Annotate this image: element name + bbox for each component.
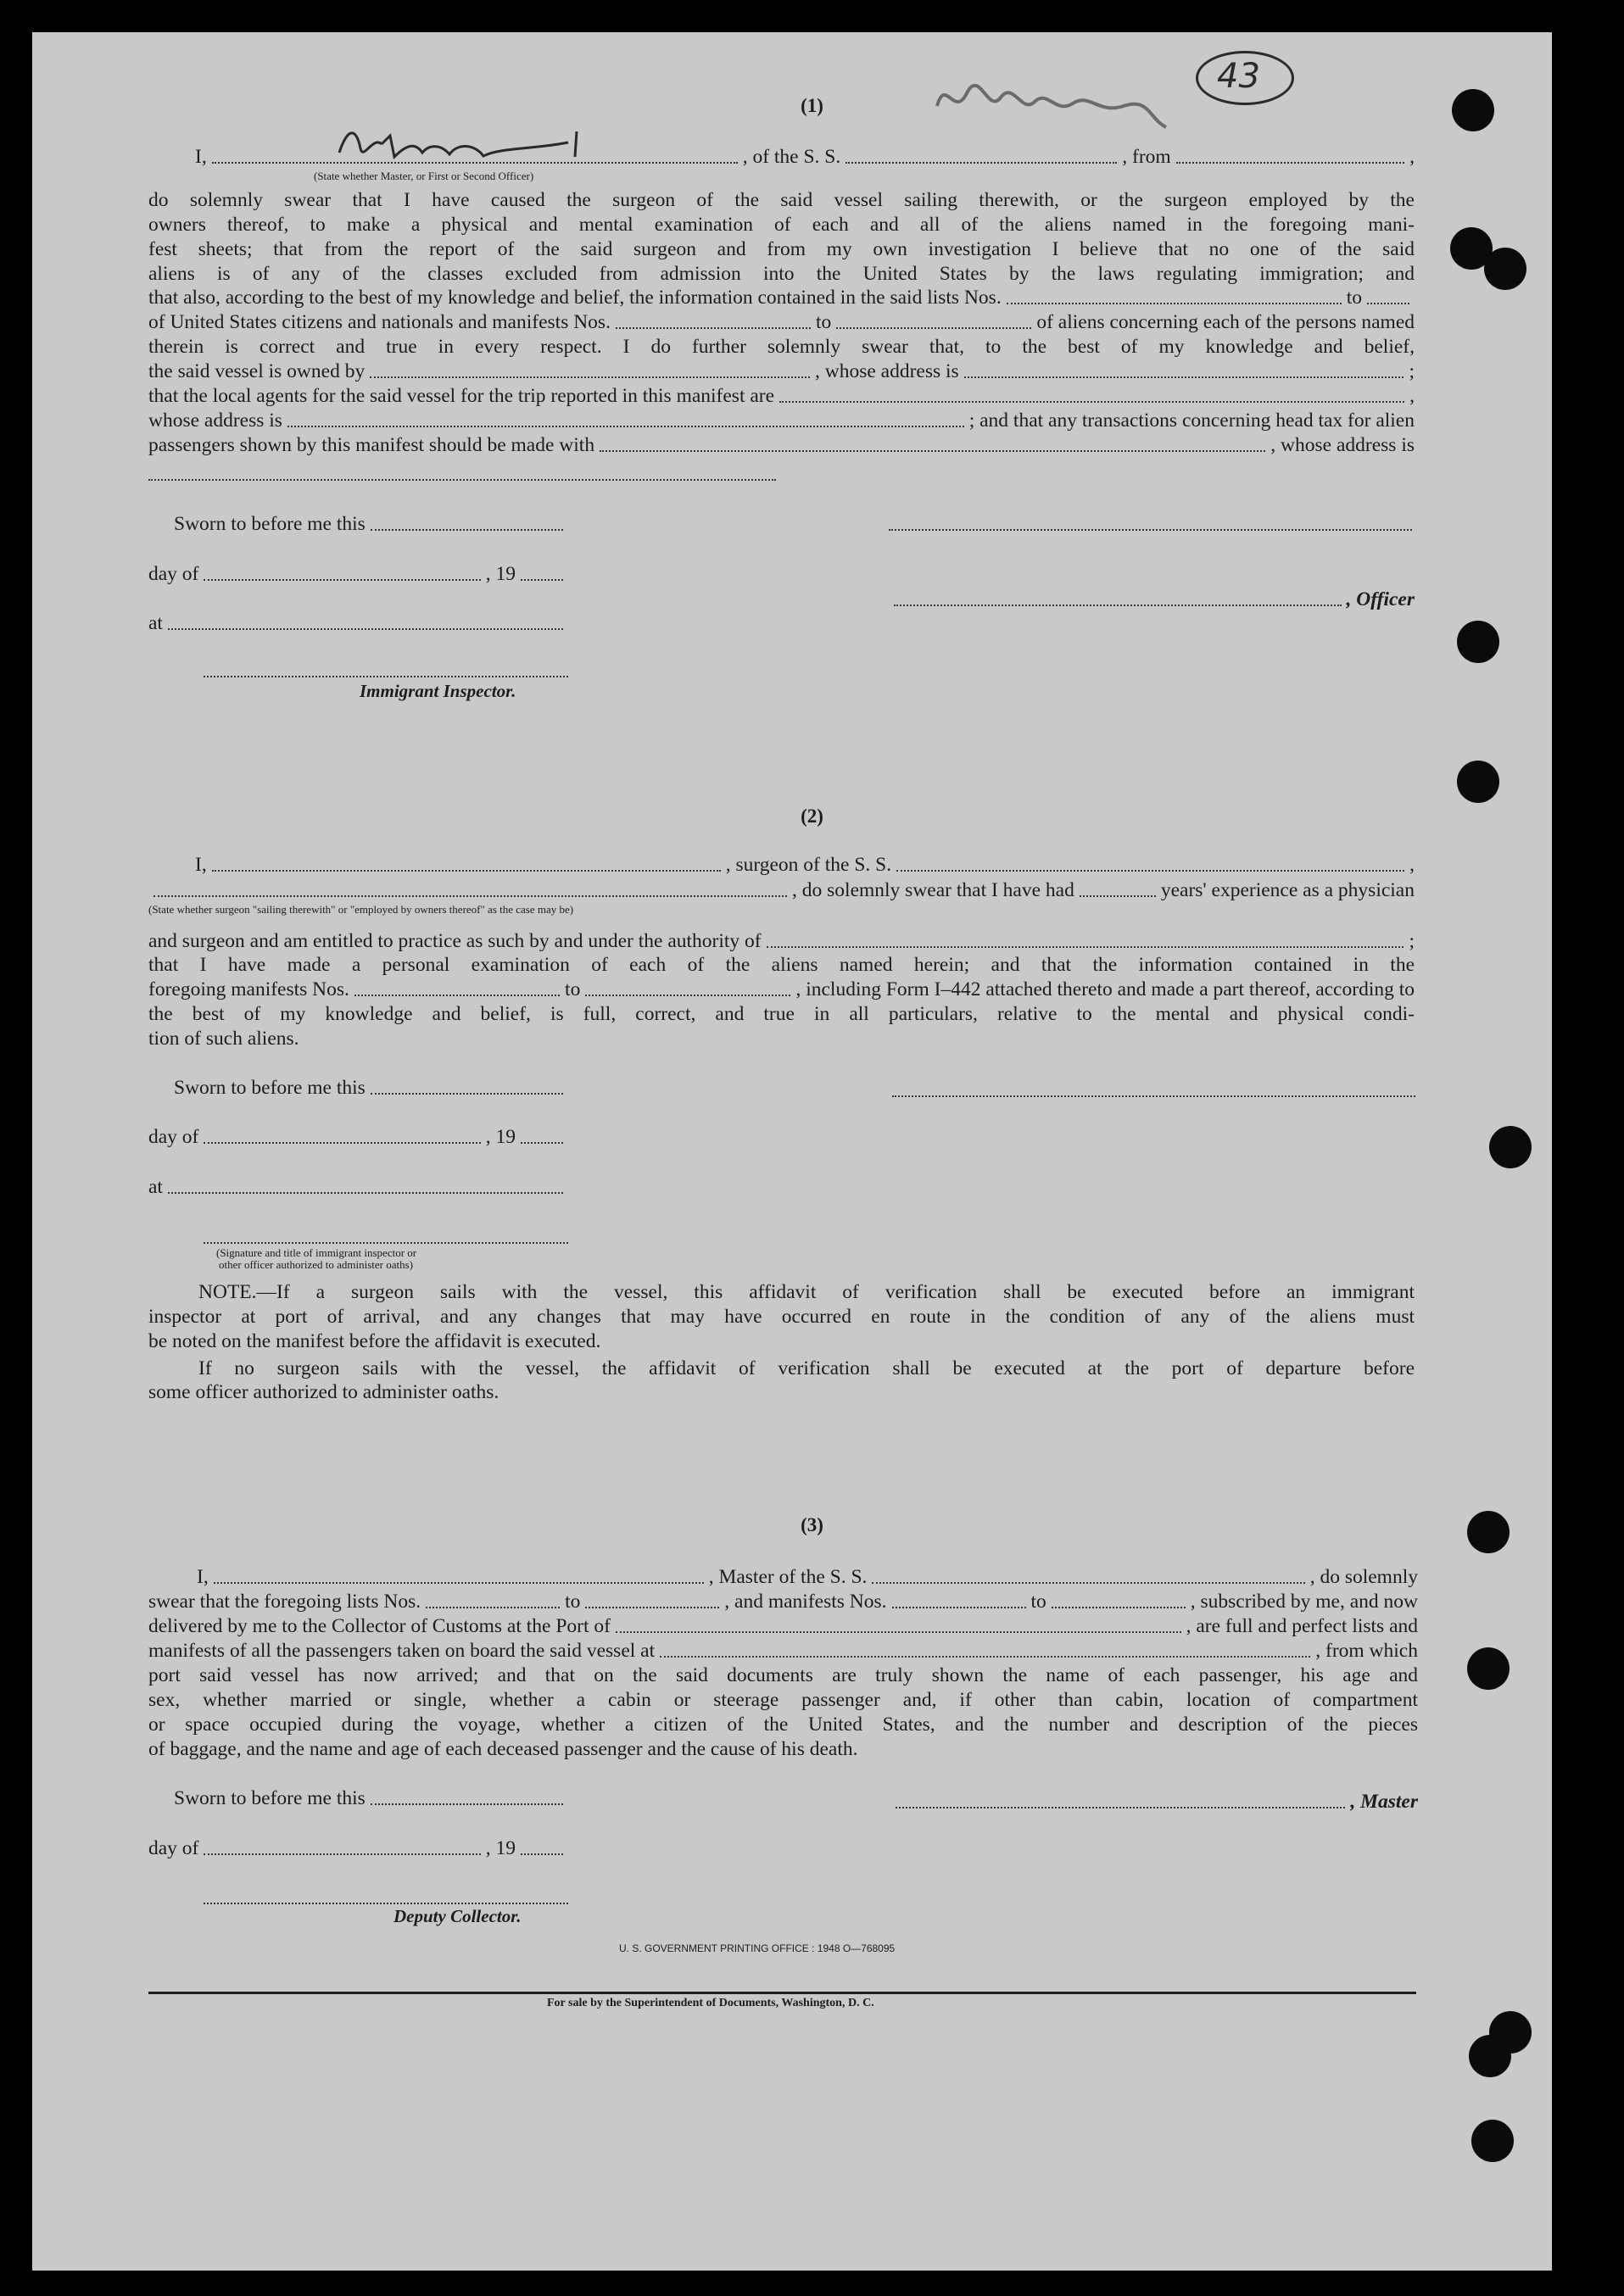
s2-sworn: Sworn to before me this	[174, 1075, 568, 1101]
s3-collector: Deputy Collector.	[393, 1906, 522, 1926]
s3-master: , Master	[890, 1789, 1418, 1814]
s3-sworn: Sworn to before me this	[174, 1786, 568, 1811]
s3-line-6: sex, whether married or single, whether a cabin or steerage passenger and, if other than cabin, location of compartment	[148, 1689, 1418, 1711]
punch-hole	[1489, 1126, 1532, 1168]
s2-line-6: the best of my knowledge and belief, is full, correct, and true in all particulars, relative to the mental and physical condi-	[148, 1003, 1415, 1025]
punch-hole	[1457, 761, 1499, 803]
s1-line-1: I, , of the S. S. , from ,	[195, 146, 1415, 168]
section-1-heading: (1)	[801, 95, 823, 116]
s3-line-5: port said vessel has now arrived; and that on the said documents are truly shown the name of each passenger, his age and	[148, 1664, 1418, 1686]
s1-inspector: Immigrant Inspector.	[360, 681, 516, 701]
punch-hole	[1484, 248, 1526, 290]
s1-note: (State whether Master, or First or Second Officer)	[314, 170, 534, 182]
s2-line-1: I, , surgeon of the S. S. ,	[195, 854, 1415, 876]
s1-line-13	[148, 478, 776, 481]
s2-day: day of , 19	[148, 1124, 568, 1150]
s2-line-2: , do solemnly swear that I have had years' experience as a physician	[148, 878, 1415, 903]
punch-hole	[1471, 2120, 1514, 2162]
s3-line-8: of baggage, and the name and age of each deceased passenger and the cause of his death.	[148, 1738, 858, 1760]
s2-note-5: some officer authorized to administer oaths.	[148, 1381, 499, 1403]
s1-line-9: the said vessel is owned by , whose address is ;	[148, 360, 1415, 382]
s2-inspector-sig-line	[204, 1241, 568, 1244]
s2-line-4: that I have made a personal examination of each of the aliens named herein; and that the information contained in the	[148, 954, 1415, 976]
s1-sworn: Sworn to before me this	[174, 511, 568, 537]
s2-at: at	[148, 1174, 568, 1200]
s1-line-10: that the local agents for the said vessel for the trip reported in this manifest are ,	[148, 385, 1415, 407]
footer: For sale by the Superintendent of Documents, Washington, D. C.	[547, 1997, 874, 2009]
s2-line-3: and surgeon and am entitled to practice as such by and under the authority of ;	[148, 930, 1415, 952]
s1-line-7: of United States citizens and nationals and manifests Nos. to of aliens concerning each of the persons named	[148, 311, 1415, 333]
s2-note-2: inspector at port of arrival, and any changes that may have occurred en route in the condition of any of the aliens must	[148, 1306, 1415, 1328]
section-2-heading: (2)	[801, 805, 823, 827]
gpo-imprint: U. S. GOVERNMENT PRINTING OFFICE : 1948 O—768095	[619, 1942, 896, 1954]
punch-hole	[1469, 2035, 1511, 2077]
s2-note: (State whether surgeon "sailing therewith" or "employed by owners thereof" as the case may be)	[148, 903, 574, 916]
s3-line-2: swear that the foregoing lists Nos. to , and manifests Nos. to , subscribed by me, and now	[148, 1591, 1418, 1613]
s1-line-11: whose address is ; and that any transactions concerning head tax for alien	[148, 410, 1415, 432]
s1-officer-sig-line-1	[889, 528, 1412, 531]
footer-rule	[148, 1992, 1416, 1994]
s2-sig-line	[892, 1095, 1415, 1097]
s1-day: day of , 19	[148, 561, 568, 587]
s1-paragraph: do solemnly swear that I have caused the surgeon of the said vessel sailing therewith, or the surgeon employed by the owners thereof, to make a physical and mental examination of each and all of the aliens named in the foregoing mani- fest sheets; that from the report of the said surgeon and from my own investigation I believe that no one of the said aliens is of any of the classes excluded from admission into the United States by the laws regulating immigration; and	[148, 189, 1415, 285]
punch-hole	[1467, 1647, 1510, 1690]
s1-inspector-sig-line	[204, 675, 568, 677]
page-number: 43	[1217, 57, 1260, 96]
s2-sig-note-2: other officer authorized to administer oaths)	[219, 1258, 413, 1271]
s3-line-3: delivered by me to the Collector of Customs at the Port of , are full and perfect lists and	[148, 1615, 1418, 1637]
s2-line-7: tion of such aliens.	[148, 1028, 299, 1050]
s2-line-5: foregoing manifests Nos. to , including Form I–442 attached thereto and made a part thereof, according to	[148, 978, 1415, 1000]
s1-line-8: therein is correct and true in every respect. I do further solemnly swear that, to the best of my knowledge and belief,	[148, 336, 1415, 358]
s1-line-12: passengers shown by this manifest should be made with , whose address is	[148, 434, 1415, 456]
s2-note-3: be noted on the manifest before the affidavit is executed.	[148, 1330, 601, 1352]
s3-day: day of , 19	[148, 1836, 568, 1861]
s3-line-1: I, , Master of the S. S. , do solemnly	[197, 1566, 1418, 1588]
section-3-heading: (3)	[801, 1514, 823, 1535]
s2-sig-note-1: (Signature and title of immigrant inspector or	[216, 1246, 417, 1259]
s1-line-6: that also, according to the best of my knowledge and belief, the information contained in the said lists Nos. to	[148, 285, 1415, 310]
s1-officer: , Officer	[889, 587, 1415, 612]
s1-at: at	[148, 610, 568, 636]
s3-line-4: manifests of all the passengers taken on board the said vessel at , from which	[148, 1640, 1418, 1662]
punch-hole	[1457, 621, 1499, 663]
s3-line-7: or space occupied during the voyage, whether a citizen of the United States, and the number and description of the pieces	[148, 1714, 1418, 1736]
s2-note-1: NOTE.—If a surgeon sails with the vessel, this affidavit of verification shall be executed before an immigrant	[198, 1281, 1415, 1303]
s2-note-4: If no surgeon sails with the vessel, the affidavit of verification shall be executed at the port of departure before	[198, 1357, 1415, 1379]
